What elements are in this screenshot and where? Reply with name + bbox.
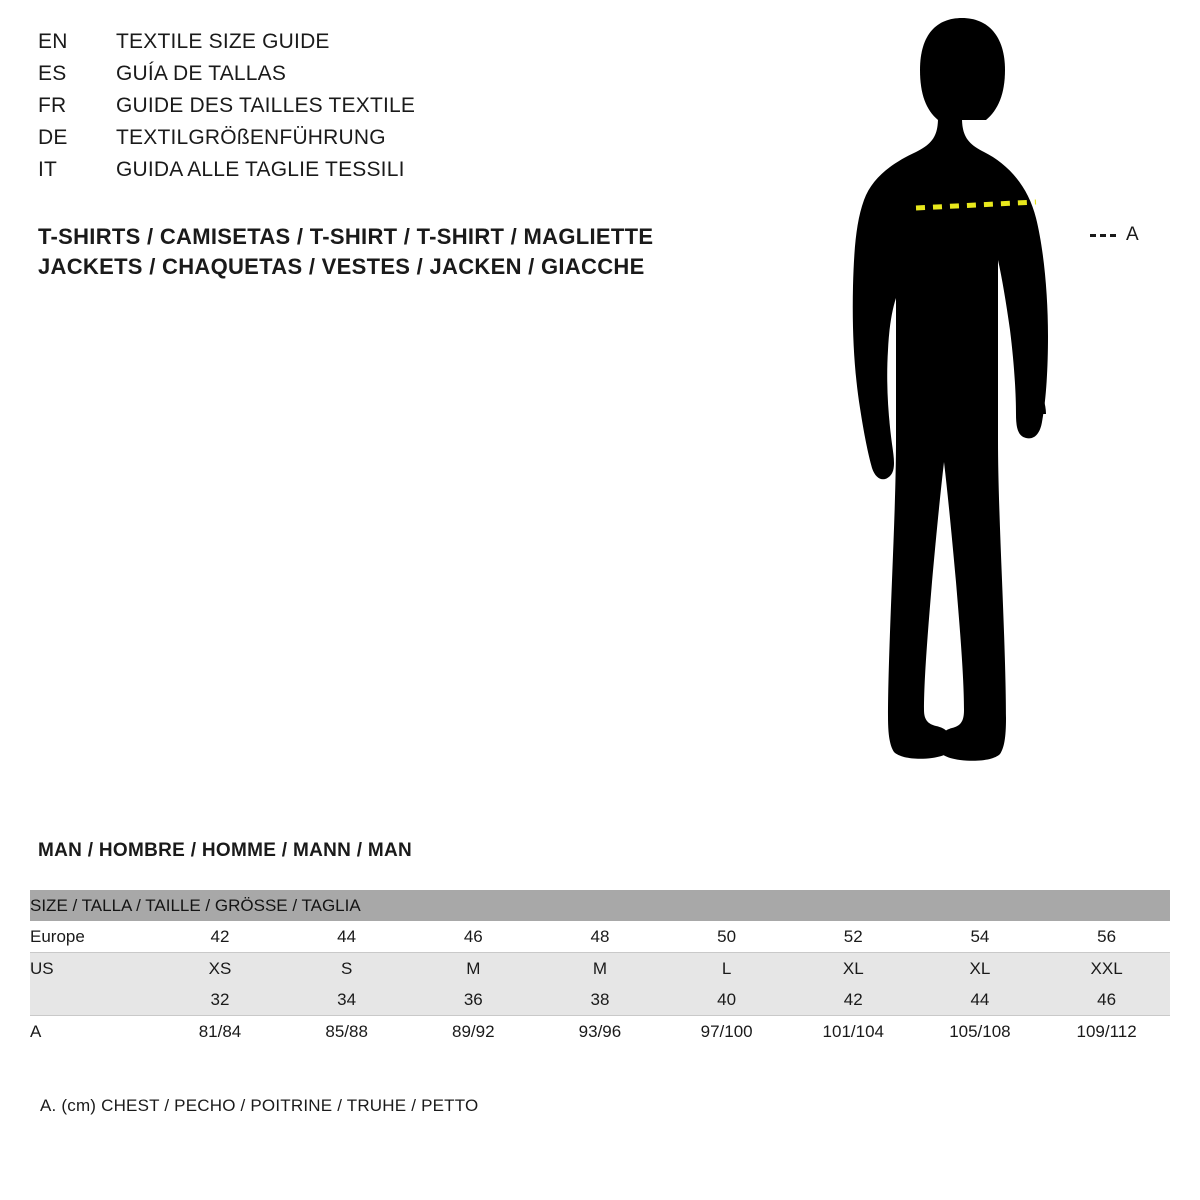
table-cell: 34 [283,984,410,1016]
table-row [30,1016,1170,1048]
garment-type-line: JACKETS / CHAQUETAS / VESTES / JACKEN / GIACCHE [38,254,645,279]
table-cell: 40 [663,984,790,1016]
language-row [38,30,758,62]
table-cell: 46 [410,921,537,953]
table-cell: 42 [790,984,917,1016]
table-row [30,921,1170,953]
language-code: EN [38,30,68,53]
table-cell: 93/96 [537,1016,664,1048]
body-silhouette-figure [820,10,1180,800]
table-cell: XS [157,953,284,985]
table-cell: 101/104 [790,1016,917,1048]
table-header-label: SIZE / TALLA / TAILLE / GRÖSSE / TAGLIA [30,890,1170,921]
table-cell: 50 [663,921,790,953]
table-cell: M [537,953,664,985]
table-cell: 38 [537,984,664,1016]
row-label: US [30,953,157,985]
table-cell: XXL [1043,953,1170,985]
size-table-wrap [30,890,1170,1047]
table-section-title: MAN / HOMBRE / HOMME / MANN / MAN [38,840,413,861]
table-cell: 44 [917,984,1044,1016]
language-row [38,126,758,158]
table-cell: 54 [917,921,1044,953]
table-cell: 85/88 [283,1016,410,1048]
language-row [38,158,758,190]
silhouette-svg [820,10,1180,800]
garment-type-line: T-SHIRTS / CAMISETAS / T-SHIRT / T-SHIRT / MAGLIETTE [38,224,654,249]
measurement-footnote: A. (cm) CHEST / PECHO / POITRINE / TRUHE / PETTO [40,1096,479,1115]
table-cell: 105/108 [917,1016,1044,1048]
row-label: A [30,1016,157,1048]
table-cell: M [410,953,537,985]
table-cell: S [283,953,410,985]
table-row [30,984,1170,1016]
table-cell: 52 [790,921,917,953]
language-code: DE [38,126,68,149]
garment-type-block [38,222,798,282]
table-cell: 97/100 [663,1016,790,1048]
table-cell: 48 [537,921,664,953]
chest-leader-dashes [1090,234,1120,237]
language-row [38,62,758,94]
table-cell: 44 [283,921,410,953]
table-cell: L [663,953,790,985]
language-code: IT [38,158,58,181]
language-code: FR [38,94,67,117]
table-cell: 109/112 [1043,1016,1170,1048]
row-label: Europe [30,921,157,953]
table-cell: 42 [157,921,284,953]
language-title-block [38,30,758,190]
table-cell: 46 [1043,984,1170,1016]
language-title: GUIDA ALLE TAGLIE TESSILI [116,158,405,181]
table-row [30,953,1170,985]
size-table [30,890,1170,1047]
row-label [30,984,157,1016]
language-title: GUÍA DE TALLAS [116,62,287,85]
language-title: TEXTILGRÖßENFÜHRUNG [116,126,386,149]
table-cell: 81/84 [157,1016,284,1048]
table-cell: XL [790,953,917,985]
chest-measure-label: A [1126,224,1139,245]
table-cell: 32 [157,984,284,1016]
table-cell: XL [917,953,1044,985]
language-title: GUIDE DES TAILLES TEXTILE [116,94,416,117]
table-cell: 89/92 [410,1016,537,1048]
table-cell: 36 [410,984,537,1016]
language-code: ES [38,62,67,85]
language-row [38,94,758,126]
table-header-row [30,890,1170,921]
table-cell: 56 [1043,921,1170,953]
language-title: TEXTILE SIZE GUIDE [116,30,330,53]
